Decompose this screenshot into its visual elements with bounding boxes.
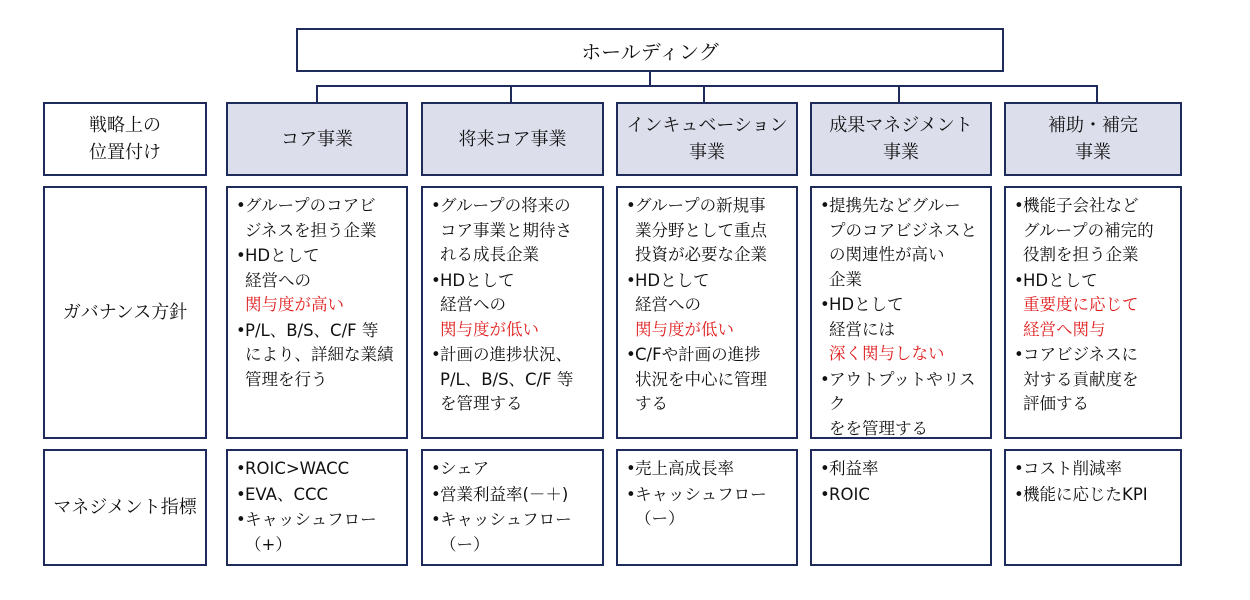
metrics-cell-incubation (616, 449, 798, 566)
bullet-line: 営業利益率(－＋) (440, 484, 569, 504)
governance-cell-future-core (421, 186, 604, 439)
highlight-text: 関与度が低い (440, 319, 539, 339)
column-header-future-core (421, 102, 604, 176)
bullet-line: EVA、CCC (245, 484, 329, 504)
bullet-item: • グループの将来の コア事業と期待さ れる成長企業 (431, 196, 572, 264)
row-label-governance-text: ガバナンス方針 (62, 302, 188, 323)
bullet-item: • HDとして 経営への 関与度が高い (236, 246, 344, 314)
column-header-future-core-text: 将来コア事業 (458, 128, 567, 150)
bullet-line: キャッシュフロー (245, 510, 377, 529)
bullet-item: • HDとして 重要度に応じて 経営へ関与 (1014, 270, 1139, 339)
column-header-support (1004, 102, 1182, 176)
bullet-line: ROIC (829, 484, 870, 504)
bullet-line: シェア (440, 459, 490, 478)
bullet-line: C/Fや計画の進捗 (635, 345, 761, 364)
bullet-line: グループの将来の (440, 196, 571, 215)
bullet-line: アウトプットやリスク (829, 369, 976, 413)
bullet-line: により、詳細な業績 (245, 345, 394, 364)
bullet-line: 経営には (829, 319, 895, 339)
bullet-line: （ー） (635, 509, 685, 528)
bullet-line: HDとして (440, 270, 515, 290)
bullet-item: • 提携先などグルー プのコアビジネスと の関連性が高い 企業 (820, 196, 978, 289)
column-header-incubation (616, 102, 798, 176)
bullet-line: 機能に応じたKPI (1023, 484, 1148, 504)
highlight-text: 経営へ関与 (1023, 319, 1106, 339)
bullet-line: 利益率 (829, 459, 879, 478)
bullet-line: 役割を担う企業 (1023, 245, 1139, 264)
bullet-item: • 売上高成長率 (626, 459, 734, 478)
highlight-text: 重要度に応じて (1023, 295, 1139, 314)
bullet-item: • キャッシュフロー （ー） (431, 510, 572, 554)
bullet-item: • 利益率 (820, 459, 879, 478)
governance-cell-support (1004, 186, 1182, 439)
bullet-line: 提携先などグルー (829, 196, 961, 215)
bullet-item: • HDとして 経営には 深く関与しない (820, 295, 945, 363)
bullet-line: （ー） (440, 534, 490, 554)
bullet-line: 経営への (440, 295, 506, 314)
bullet-item: • コスト削減率 (1014, 459, 1122, 478)
connector-col-4 (898, 85, 900, 102)
bullet-line: 経営への (635, 295, 701, 314)
holding-box (296, 28, 1004, 72)
bullet-line: プのコアビジネスと (829, 220, 978, 240)
bullet-line: グループの補完的 (1023, 220, 1154, 240)
row-label-metrics (43, 449, 207, 566)
bullet-item: • 営業利益率(－＋) (431, 484, 569, 504)
bullet-item: • HDとして 経営への 関与度が低い (431, 270, 539, 339)
row-label-governance (43, 186, 207, 439)
connector-horizontal (316, 85, 1098, 87)
bullet-line: 対する貢献度を (1023, 369, 1139, 389)
bullet-item: • コアビジネスに 対する貢献度を 評価する (1014, 345, 1139, 413)
bullet-item: • 機能に応じたKPI (1014, 484, 1148, 504)
bullet-line: をを管理する (829, 418, 928, 438)
column-header-support-text: 補助・補完 事業 (1048, 115, 1138, 163)
bullet-line: 機能子会社など (1023, 196, 1139, 215)
bullet-item: • ROIC>WACC (236, 459, 350, 478)
bullet-item: • 計画の進捗状況、 P/L、B/S、C/F 等 を管理する (431, 345, 574, 413)
bullet-line: P/L、B/S、C/F 等 (245, 320, 379, 340)
bullet-line: の関連性が高い (829, 245, 945, 264)
row-label-position (43, 102, 207, 176)
bullet-item: • キャッシュフロー （+） (236, 510, 377, 554)
metrics-cell-core (226, 449, 408, 566)
bullet-item: • C/Fや計画の進捗 状況を中心に管理 する (626, 345, 767, 413)
highlight-text: 深く関与しない (829, 344, 945, 363)
highlight-text: 関与度が高い (245, 295, 344, 314)
bullet-item: • アウトプットやリスク をを管理する (820, 369, 976, 438)
bullet-line: ジネスを担う企業 (245, 220, 377, 240)
metrics-cell-support (1004, 449, 1182, 566)
bullet-line: コスト削減率 (1023, 459, 1122, 478)
metrics-cell-results-management (810, 449, 992, 566)
highlight-text: 関与度が低い (635, 319, 734, 339)
column-header-incubation-text: インキュベーション 事業 (626, 115, 788, 163)
bullet-line: れる成長企業 (440, 245, 539, 264)
bullet-line: 管理を行う (245, 369, 328, 389)
bullet-line: コアビジネスに (1023, 345, 1139, 364)
connector-col-2 (510, 85, 512, 102)
bullet-line: する (635, 394, 668, 413)
bullet-line: 経営への (245, 270, 311, 290)
bullet-item: • グループのコアビ ジネスを担う企業 (236, 196, 377, 240)
bullet-item: • 機能子会社など グループの補完的 役割を担う企業 (1014, 196, 1154, 264)
row-label-position-text: 戦略上の 位置付け (89, 115, 161, 163)
bullet-line: キャッシュフロー (635, 484, 767, 504)
bullet-item: • HDとして 経営への 関与度が低い (626, 270, 734, 339)
connector-col-3 (703, 85, 705, 102)
bullet-item: • シェア (431, 459, 490, 478)
bullet-line: 計画の進捗状況、 (440, 345, 572, 364)
bullet-line: 評価する (1023, 394, 1089, 413)
bullet-line: 投資が必要な企業 (635, 245, 767, 264)
bullet-line: 状況を中心に管理 (635, 369, 767, 389)
bullet-line: 売上高成長率 (635, 459, 734, 478)
governance-cell-results-management (810, 186, 992, 439)
connector-col-1 (316, 85, 318, 102)
connector-col-5 (1096, 85, 1098, 102)
bullet-line: グループの新規事 (635, 196, 766, 215)
governance-cell-core (226, 186, 408, 439)
bullet-line: HDとして (1023, 270, 1098, 290)
bullet-item: • キャッシュフロー （ー） (626, 484, 767, 528)
holding-title: ホールディング (581, 39, 719, 64)
bullet-line: ROIC>WACC (245, 459, 350, 478)
bullet-line: HDとして (829, 295, 904, 314)
bullet-item: • グループの新規事 業分野として重点 投資が必要な企業 (626, 196, 767, 264)
column-header-results-management (810, 102, 992, 176)
bullet-item: • EVA、CCC (236, 484, 329, 504)
bullet-item: • P/L、B/S、C/F 等 により、詳細な業績 管理を行う (236, 320, 394, 389)
metrics-cell-future-core (421, 449, 604, 566)
bullet-line: キャッシュフロー (440, 510, 572, 529)
bullet-line: （+） (245, 534, 292, 554)
column-header-results-management-text: 成果マネジメント 事業 (829, 115, 973, 163)
bullet-line: コア事業と期待さ (440, 220, 572, 240)
bullet-line: を管理する (440, 394, 523, 413)
column-header-core (226, 102, 408, 176)
column-header-core-text: コア事業 (281, 128, 353, 150)
bullet-line: グループのコアビ (245, 196, 376, 215)
bullet-item: • ROIC (820, 484, 870, 504)
governance-cell-incubation (616, 186, 798, 439)
row-label-metrics-text: マネジメント指標 (53, 497, 197, 518)
bullet-line: 業分野として重点 (635, 220, 767, 240)
bullet-line: 企業 (829, 269, 862, 289)
bullet-line: HDとして (245, 246, 320, 265)
bullet-line: HDとして (635, 270, 710, 290)
connector-trunk (649, 72, 651, 86)
bullet-line: P/L、B/S、C/F 等 (440, 369, 574, 389)
